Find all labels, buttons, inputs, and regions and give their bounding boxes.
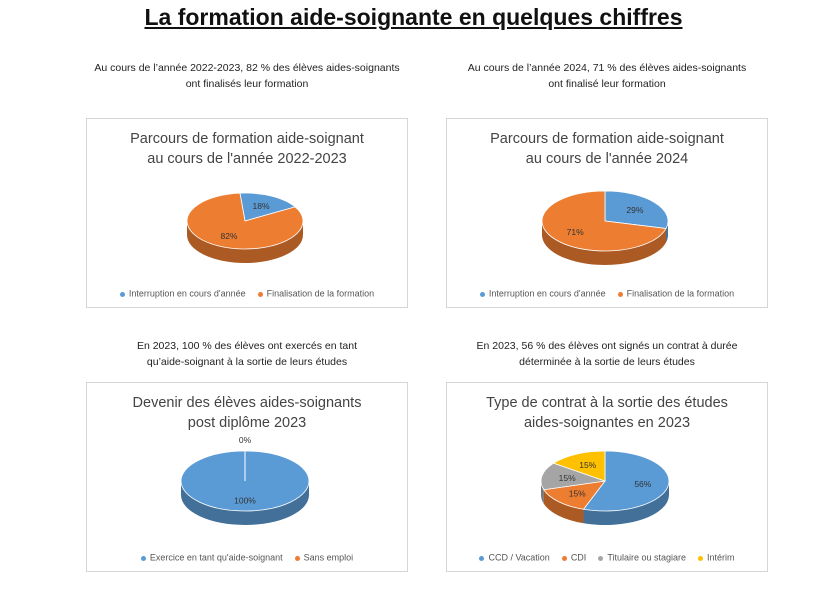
page-title: La formation aide-soignante en quelques chiffres — [144, 4, 683, 30]
chart-2-caption — [447, 60, 767, 92]
chart-4-legend-label-3: Titulaire ou stagiare — [607, 553, 687, 563]
chart-4-caption — [447, 338, 767, 370]
chart-1-legend-swatch-1 — [120, 292, 125, 297]
chart-2-box — [446, 118, 768, 308]
chart-4-box — [446, 382, 768, 572]
chart-1-title-line2: au cours de l'année 2022-2023 — [147, 151, 347, 167]
chart-1-caption — [87, 60, 407, 92]
chart-4-legend-swatch-3 — [598, 556, 603, 561]
chart-1-label-1: 18% — [252, 201, 270, 212]
chart-4-label-2: 15% — [568, 488, 586, 499]
chart-4-caption-line1: En 2023, 56 % des élèves ont signés un contrat à durée — [476, 340, 738, 352]
chart-4-legend-item-1 — [479, 552, 549, 563]
chart-1-legend-label-1: Interruption en cours d'année — [128, 289, 246, 299]
chart-4-legend-swatch-4 — [698, 556, 703, 561]
chart-2-title-line1: Parcours de formation aide-soignant — [490, 131, 724, 147]
chart-3-legend-swatch-1 — [141, 556, 146, 561]
chart-1-legend-swatch-2 — [258, 292, 263, 297]
chart-1-box — [86, 118, 408, 308]
chart-3-box — [86, 382, 408, 572]
chart-3-legend-swatch-2 — [295, 556, 300, 561]
chart-2-legend-label-2: Finalisation de la formation — [626, 289, 735, 299]
chart-1-title-line1: Parcours de formation aide-soignant — [130, 131, 364, 147]
chart-3-legend-label-1: Exercice en tant qu'aide-soignant — [149, 553, 283, 563]
chart-3-legend-item-1 — [141, 552, 283, 563]
chart-4-legend-label-2: CDI — [570, 553, 587, 563]
chart-4-legend — [447, 552, 767, 563]
chart-2-pie — [447, 119, 769, 309]
chart-4-legend-label-4: Intérim — [707, 553, 735, 563]
chart-2-caption-line1: Au cours de l’année 2024, 71 % des élèves aides-soignants — [467, 62, 747, 74]
chart-1-legend-item-1 — [120, 288, 246, 299]
chart-4-pie — [447, 383, 769, 573]
chart-4-legend-item-4 — [698, 552, 735, 563]
chart-4-legend-swatch-2 — [562, 556, 567, 561]
chart-4-caption-line2: déterminée à la sortie de leurs études — [519, 356, 695, 368]
chart-1-legend — [87, 288, 407, 299]
chart-4-label-3: 15% — [558, 472, 576, 483]
chart-1-caption-line2: ont finalisés leur formation — [185, 78, 309, 90]
chart-2-label-2: 71% — [566, 227, 584, 238]
chart-3-title-line2: post diplôme 2023 — [187, 415, 307, 431]
chart-1-caption-line1: Au cours de l’année 2022-2023, 82 % des élèves aides-soignants — [94, 62, 400, 74]
chart-4-legend-label-1: CCD / Vacation — [488, 553, 550, 563]
chart-2-legend-swatch-1 — [480, 292, 485, 297]
chart-3-pie — [87, 383, 409, 573]
chart-3-legend-item-2 — [295, 552, 354, 563]
chart-4-legend-item-2 — [562, 552, 587, 563]
chart-2-legend-item-2 — [618, 288, 735, 299]
chart-4-title-line2: aides-soignantes en 2023 — [523, 415, 691, 431]
chart-2-caption-line2: ont finalisé leur formation — [548, 78, 666, 90]
chart-2-title-line2: au cours de l'année 2024 — [525, 151, 689, 167]
chart-4-label-1: 56% — [634, 479, 652, 490]
chart-2-legend-item-1 — [480, 288, 606, 299]
chart-4-label-4: 15% — [579, 459, 597, 470]
chart-2-legend — [447, 288, 767, 299]
chart-1-pie — [87, 119, 409, 309]
chart-3-title-line1: Devenir des élèves aides-soignants — [132, 395, 362, 411]
chart-3-caption-line2: qu’aide-soignant à la sortie de leurs études — [146, 356, 348, 368]
chart-4-title-line1: Type de contrat à la sortie des études — [486, 395, 728, 411]
chart-1-legend-item-2 — [258, 288, 375, 299]
chart-3-label-2: 0% — [238, 435, 252, 445]
chart-2-label-1: 29% — [626, 204, 644, 215]
chart-3-legend — [87, 552, 407, 563]
chart-4-legend-item-3 — [598, 552, 686, 563]
chart-1-legend-label-2: Finalisation de la formation — [266, 289, 375, 299]
chart-3-caption — [87, 338, 407, 370]
chart-3-label-1: 100% — [234, 495, 256, 506]
chart-3-legend-label-2: Sans emploi — [303, 553, 354, 563]
chart-1-label-2: 82% — [220, 230, 238, 241]
chart-2-legend-swatch-2 — [618, 292, 623, 297]
chart-2-legend-label-1: Interruption en cours d'année — [488, 289, 606, 299]
chart-3-caption-line1: En 2023, 100 % des élèves ont exercés en tant — [136, 340, 358, 352]
chart-4-legend-swatch-1 — [479, 556, 484, 561]
